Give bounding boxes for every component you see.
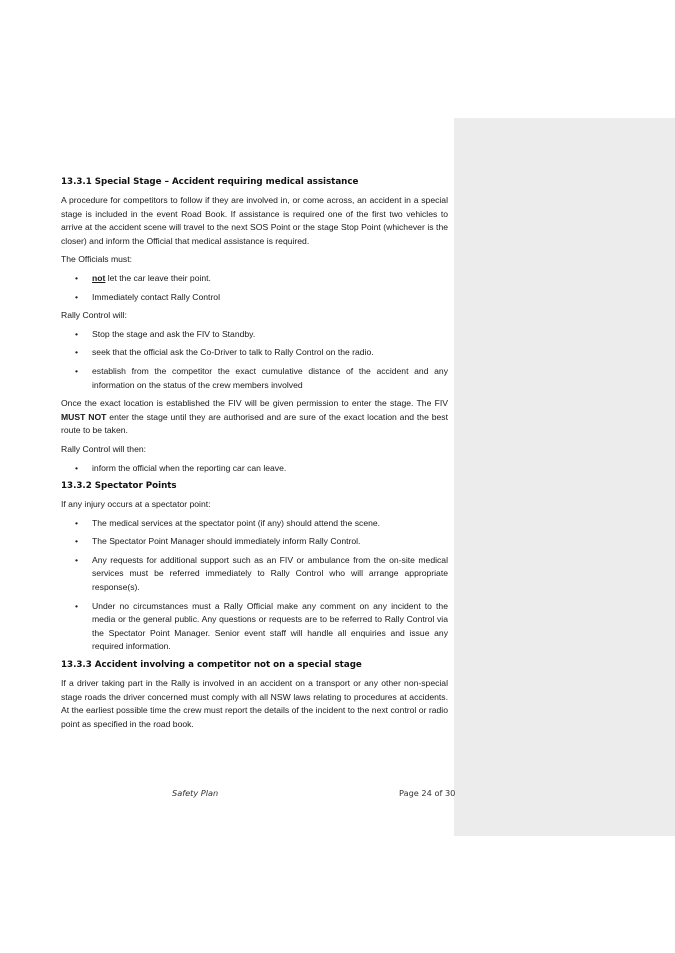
section-heading-13-3-2: 13.3.2 Spectator Points: [61, 481, 177, 492]
comment-pane: [454, 118, 675, 836]
list-item: • Stop the stage and ask the FIV to Standby.: [61, 328, 448, 342]
footer-title: Safety Plan: [172, 788, 219, 798]
emphasis: MUST NOT: [61, 411, 107, 422]
paragraph: Rally Control will:: [61, 310, 127, 321]
rally-control-then-list: [61, 462, 448, 476]
list-item-text: let the car leave their point.: [105, 272, 211, 283]
paragraph: If a driver taking part in the Rally is involved in an accident on a transport or any other non-special stage roads the driver concerned must comply with all NSW laws relating to procedures at accidents. At the earliest possible time the crew must report the details of the incident to the next control or radio point as specified in the road book.: [61, 678, 448, 729]
list-item: • The medical services at the spectator point (if any) should attend the scene.: [61, 517, 448, 531]
emphasis: not: [92, 272, 106, 283]
paragraph: If any injury occurs at a spectator point:: [61, 499, 211, 510]
list-item: • inform the official when the reporting car can leave.: [61, 462, 448, 476]
text-run: Once the exact location is established the FIV will be given permission to enter the stage. The FIV: [61, 398, 448, 409]
document-body: [61, 176, 448, 736]
list-item: • The Spectator Point Manager should immediately inform Rally Control.: [61, 535, 448, 549]
list-item: • establish from the competitor the exact cumulative distance of the accident and any information on the status of the crew members involved: [61, 365, 448, 392]
rally-control-list: [61, 328, 448, 392]
paragraph: A procedure for competitors to follow if they are involved in, or come across, an accident in a special stage is included in the event Road Book. If assistance is required one of the first two vehicles to arrive at the accident scene will travel to the next SOS Point or the stage Stop Point (whichever is the closer) and inform the Official that medical assistance is required.: [61, 195, 448, 246]
section-heading-13-3-1: 13.3.1 Special Stage – Accident requiring medical assistance: [61, 177, 359, 187]
section-heading-13-3-3: 13.3.3 Accident involving a competitor not on a special stage: [61, 660, 362, 671]
list-item: [61, 272, 448, 286]
paragraph: Rally Control will then:: [61, 443, 147, 454]
paragraph: The Officials must:: [61, 254, 132, 265]
list-item: • seek that the official ask the Co-Driver to talk to Rally Control on the radio.: [61, 346, 448, 360]
list-item: • Any requests for additional support such as an FIV or ambulance from the on-site medical services must be referred immediately to Rally Control who will arrange appropriate response(s).: [61, 554, 448, 595]
officials-list: [61, 272, 448, 304]
text-run: enter the stage until they are authorised and are sure of the exact location and the best route to be taken.: [61, 411, 448, 436]
list-item: • Immediately contact Rally Control: [61, 291, 448, 305]
page-number: Page 24 of 30: [399, 788, 456, 798]
spectator-list: [61, 517, 448, 654]
paragraph: [61, 397, 448, 438]
list-item: • Under no circumstances must a Rally Official make any comment on any incident to the media or the general public. Any questions or requests are to be referred to Rally Control via the Spectator Point Manager. Senior event staff will handle all enquiries and issue any required information.: [61, 600, 448, 654]
